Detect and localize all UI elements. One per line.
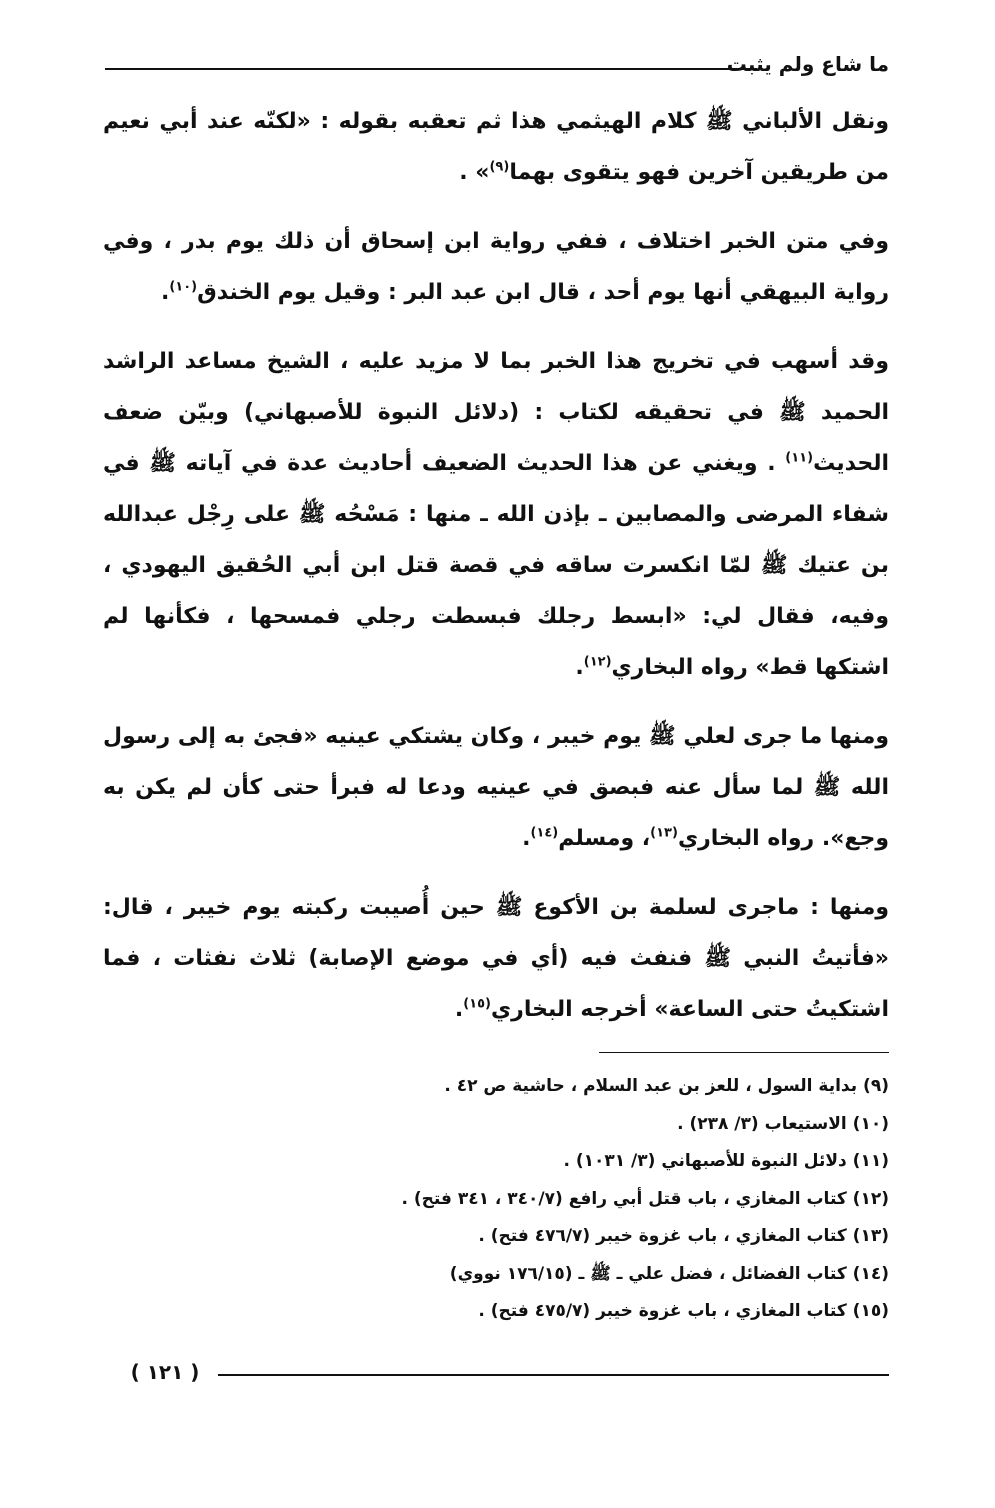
footnote-ref: (١٥) [463, 996, 491, 1012]
footnote-ref: (١٢) [583, 654, 612, 670]
footnote-item: (٩) بداية السول ، للعز بن عبد السلام ، حاشية ص ٤٢ . [444, 1076, 889, 1096]
footnote-ref: (١٣) [650, 825, 678, 841]
footer-rule [218, 1374, 889, 1376]
paragraph-2: وفي متن الخبر اختلاف ، ففي رواية ابن إسحاق أن ذلك يوم بدر ، وفي رواية البيهقي أنها يوم أحد ، قال ابن عبد البر : وقيل يوم الخندق$^{(١٠)}$. [103, 229, 889, 305]
header-rule [105, 68, 757, 70]
paragraph-4: ومنها ما جرى لعلي ﷺ يوم خيبر ، وكان يشتكي عينيه «فجئ به إلى رسول الله ﷺ لما سأل عنه فبصق في عينيه ودعا له فبرأ حتى كأن لم يكن به وجع». رواه البخاري$^{(١٣)}$، ومسلم$^{(١٤)}$. [103, 724, 889, 851]
footnote-item: (١١) دلائل النبوة للأصبهاني (٣/ ١٠٣١) . [563, 1151, 889, 1171]
footnote-item: (١٠) الاستيعاب (٣/ ٢٣٨) . [677, 1113, 889, 1134]
footnote-item: (١٤) كتاب الفضائل ، فضل علي ـ ﷺ ـ (١٧٦/١٥ نووي) [449, 1263, 889, 1284]
footnotes [103, 1068, 889, 1331]
footnote-separator [599, 1052, 889, 1053]
running-title: ما شاع ولم يثبت [726, 52, 889, 76]
footnote-ref: (٩) [489, 159, 510, 175]
footnote-ref: (١١) [785, 450, 814, 466]
paragraph-1: ونقل الألباني ﷺ كلام الهيثمي هذا ثم تعقبه بقوله : «لكنّه عند أبي نعيم من طريقين آخرين فهو يتقوى بهما$^{(٩)}$» . [103, 109, 889, 185]
footnote-item: (١٥) كتاب المغازي ، باب غزوة خيبر (٤٧٥/٧ فتح) . [478, 1301, 889, 1321]
footnote-ref: (١٠) [169, 279, 198, 295]
footnote-item: (١٢) كتاب المغازي ، باب قتل أبي رافع (٣٤٠/٧ ، ٣٤١ فتح) . [401, 1188, 889, 1209]
main-text [103, 96, 889, 1053]
page-number: ( ١٢١ ) [130, 1360, 200, 1384]
paragraph-3: وقد أسهب في تخريج هذا الخبر بما لا مزيد عليه ، الشيخ مساعد الراشد الحميد ﷺ في تحقيقه لكتاب : (دلائل النبوة للأصبهاني) وبيّن ضعف الحديث$^{(١١)}$ . ويغني عن هذا الحديث الضعيف أحاديث عدة في آياته ﷺ في شفاء المرضى والمصابين ـ بإذن الله ـ منها : مَسْحُه ﷺ على رِجْل عبدالله بن عتيك ﷺ لمّا انكسرت ساقه في قصة قتل ابن أبي الحُقيق اليهودي ، وفيه، فقال لي: «ابسط رجلك فبسطت رجلي فمسحها ، فكأنها لم اشتكها قط» رواه البخاري$^{(١٢)}$. [103, 349, 889, 680]
paragraph-5: ومنها : ماجرى لسلمة بن الأكوع ﷺ حين أُصيبت ركبته يوم خيبر ، قال: «فأتيتُ النبي ﷺ فنفث فيه (أي في موضع الإصابة) ثلاث نفثات ، فما اشتكيتُ حتى الساعة» أخرجه البخاري$^{(١٥)}$. [103, 895, 889, 1022]
footnote-ref: (١٤) [530, 825, 559, 841]
footnote-item: (١٣) كتاب المغازي ، باب غزوة خيبر (٤٧٦/٧ فتح) . [478, 1226, 889, 1246]
